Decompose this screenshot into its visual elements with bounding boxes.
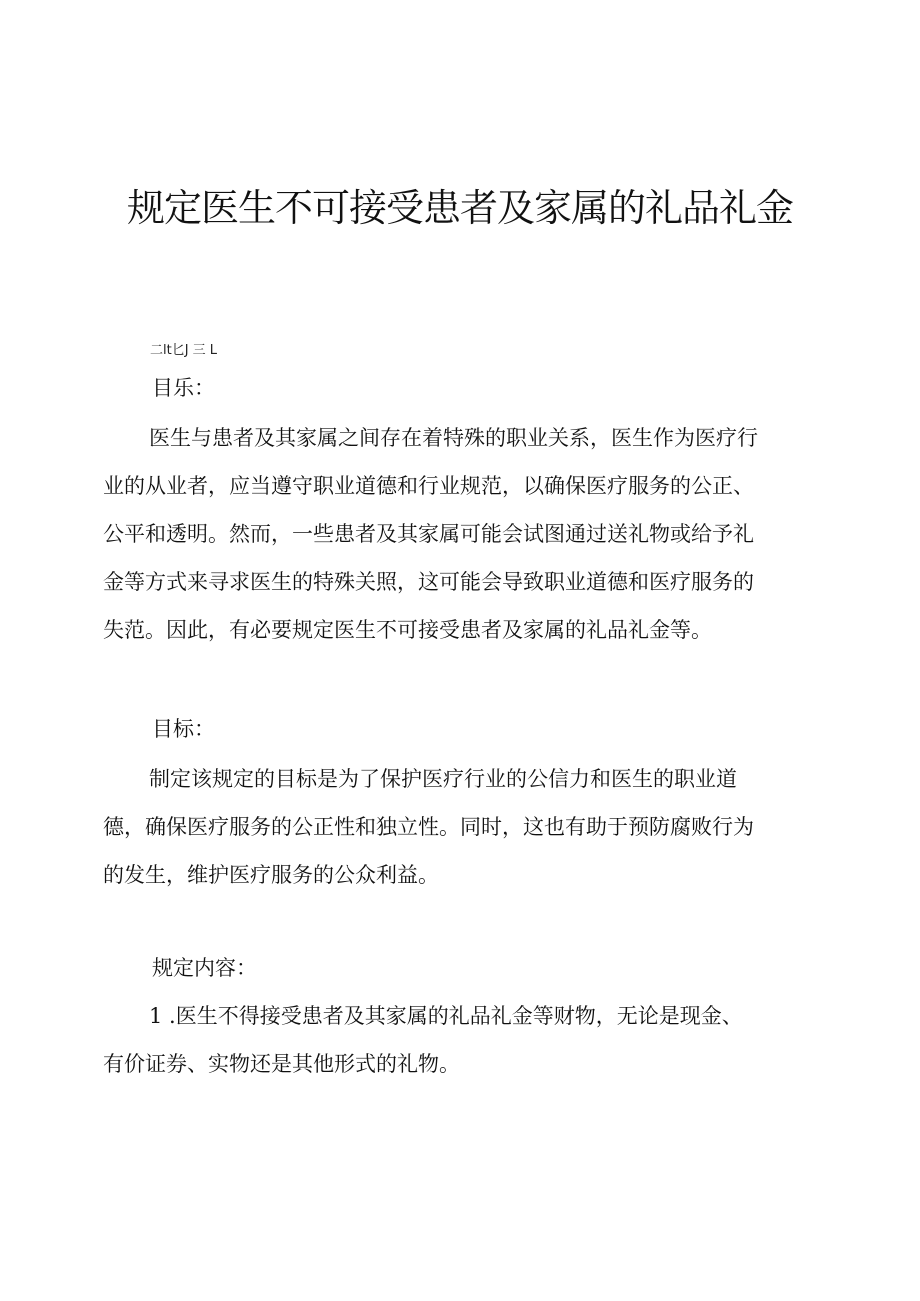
paragraph-line: 金等方式来寻求医生的特殊关照，这可能会导致职业道德和医疗服务的 [103, 570, 754, 594]
paragraph-line: 制定该规定的目标是为了保护医疗行业的公信力和医生的职业道 [149, 767, 737, 791]
paragraph-line: 1 .医生不得接受患者及其家属的礼品礼金等财物，无论是现金、 [149, 1004, 743, 1028]
document-title: 规定医生不可接受患者及家属的礼品礼金 [126, 186, 793, 230]
section-paragraph-goal [103, 755, 823, 899]
paragraph-line: 的发生，维护医疗服务的公众利益。 [103, 863, 439, 887]
paragraph-line: 德，确保医疗服务的公正性和独立性。同时，这也有助于预防腐败行为 [103, 815, 754, 839]
section-heading-content: 规定内容： [152, 956, 257, 980]
paragraph-line: 公平和透明。然而，一些患者及其家属可能会试图通过送礼物或给予礼 [103, 522, 754, 546]
section-heading-goal: 目标： [152, 717, 215, 741]
paragraph-line: 失范。因此，有必要规定医生不可接受患者及家属的礼品礼金等。 [103, 618, 712, 642]
paragraph-line: 业的从业者，应当遵守职业道德和行业规范，以确保医疗服务的公正、 [103, 474, 754, 498]
paragraph-line: 有价证券、实物还是其他形式的礼物。 [103, 1052, 460, 1076]
section-paragraph-purpose [103, 414, 823, 654]
stamp-text: 二lt匕J 三 L [150, 343, 218, 358]
section-paragraph-content [103, 992, 823, 1088]
section-heading-purpose: 目乐： [152, 376, 215, 400]
paragraph-line: 医生与患者及其家属之间存在着特殊的职业关系，医生作为医疗行 [149, 426, 758, 450]
